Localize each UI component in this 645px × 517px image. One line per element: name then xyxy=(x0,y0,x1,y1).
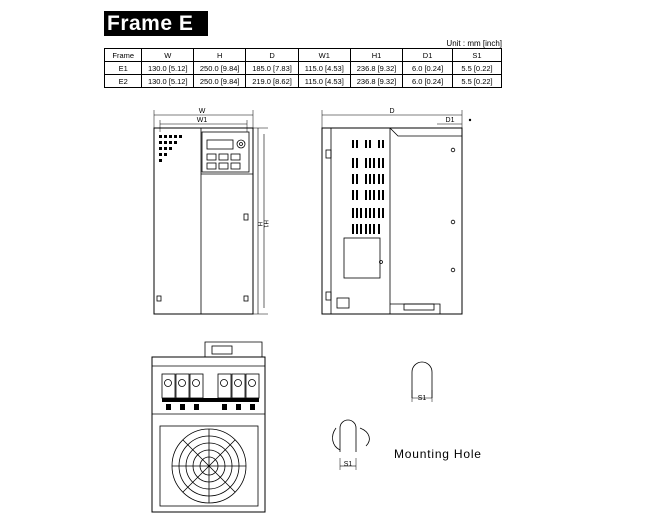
cell-frame: E1 xyxy=(105,62,142,75)
mounting-hole-slot xyxy=(333,420,370,470)
cell-w: 130.0 [5.12] xyxy=(142,75,194,88)
cell-h1: 236.8 [9.32] xyxy=(350,62,402,75)
label-s1-small: S1 xyxy=(417,395,427,402)
cell-h1: 236.8 [9.32] xyxy=(350,75,402,88)
cell-h: 250.0 [9.84] xyxy=(194,75,246,88)
mounting-hole-label: Mounting Hole xyxy=(394,447,482,461)
label-d1: D1 xyxy=(445,117,455,124)
cell-s1: 5.5 [0.22] xyxy=(452,75,501,88)
cell-d: 185.0 [7.83] xyxy=(246,62,298,75)
cell-d: 219.0 [8.62] xyxy=(246,75,298,88)
page-title: Frame E xyxy=(104,11,208,36)
cell-w: 130.0 [5.12] xyxy=(142,62,194,75)
header-frame: Frame xyxy=(105,49,142,62)
cell-frame: E2 xyxy=(105,75,142,88)
header-w: W xyxy=(142,49,194,62)
header-w1: W1 xyxy=(298,49,350,62)
cell-w1: 115.0 [4.53] xyxy=(298,62,350,75)
header-d: D xyxy=(246,49,298,62)
cell-w1: 115.0 [4.53] xyxy=(298,75,350,88)
label-h1: H1 xyxy=(262,220,268,228)
label-w1: W1 xyxy=(196,117,208,124)
header-h: H xyxy=(194,49,246,62)
cell-h: 250.0 [9.84] xyxy=(194,62,246,75)
label-w: W xyxy=(198,108,206,115)
header-d1: D1 xyxy=(403,49,453,62)
cell-d1: 6.0 [0.24] xyxy=(403,62,453,75)
cell-s1: 5.5 [0.22] xyxy=(452,62,501,75)
side-view xyxy=(322,108,471,314)
cell-d1: 6.0 [0.24] xyxy=(403,75,453,88)
bottom-view xyxy=(152,342,265,512)
label-s1-slot: S1 xyxy=(343,461,353,468)
label-d: D xyxy=(389,108,395,115)
label-h: H xyxy=(256,221,262,227)
header-s1: S1 xyxy=(452,49,501,62)
unit-note: Unit : mm [inch] xyxy=(446,39,502,48)
mounting-hole-small xyxy=(412,362,432,402)
front-view xyxy=(154,108,268,314)
header-h1: H1 xyxy=(350,49,402,62)
